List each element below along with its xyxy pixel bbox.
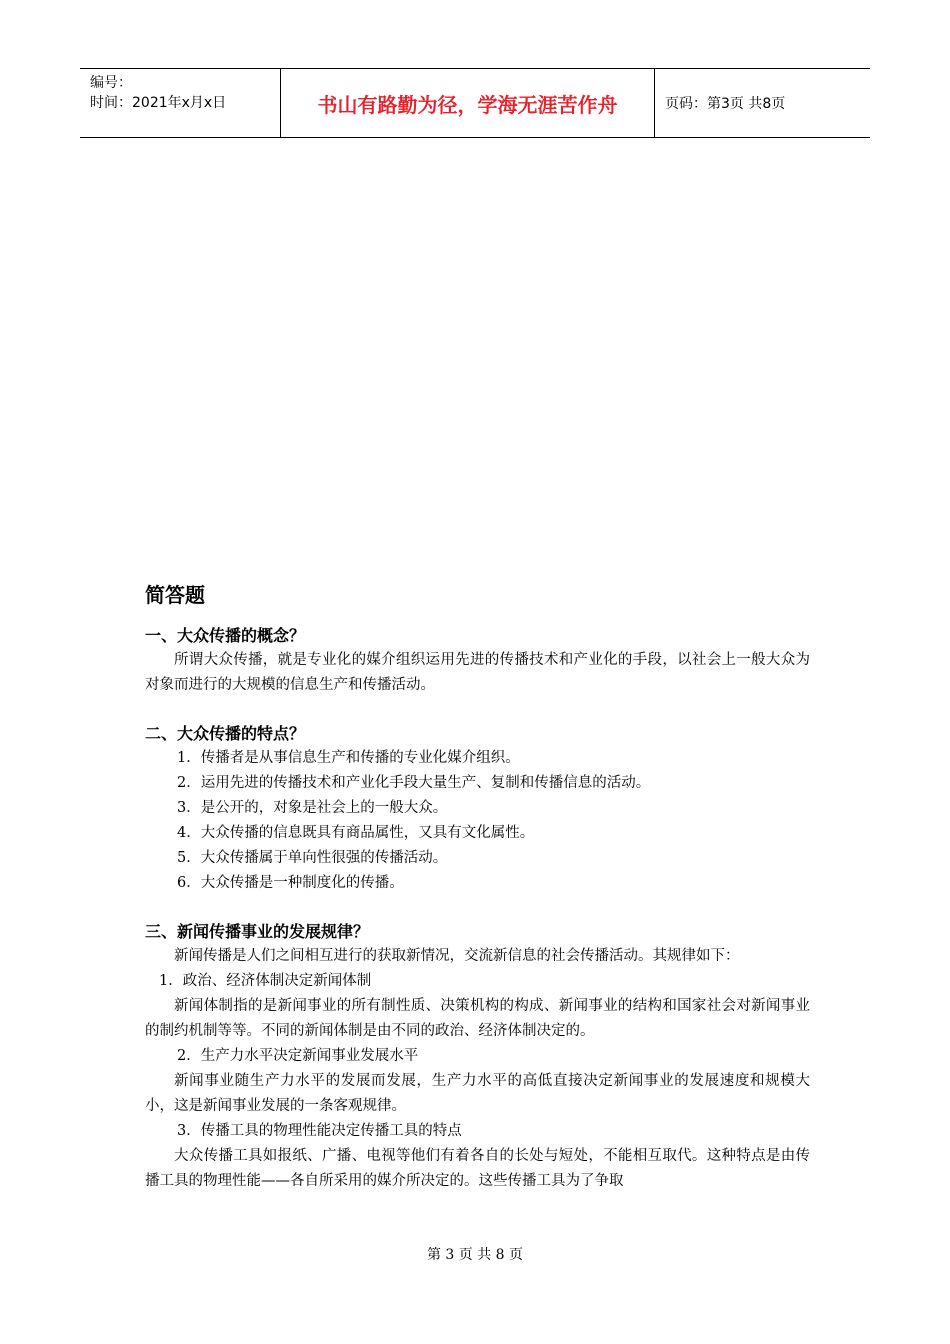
page-title: 简答题 [145,583,205,607]
law-1-title: 1．政治、经济体制决定新闻体制 [159,973,372,989]
list-item: 1．传播者是从事信息生产和传播的专业化媒介组织。 [177,750,520,766]
law-1-text: 新闻体制指的是新闻事业的所有制性质、决策机构的构成、新闻事业的结构和国家社会对新闻事业的制约机制等等。不同的新闻体制是由不同的政治、经济体制决定的。 [145,998,810,1039]
law-3-title: 3．传播工具的物理性能决定传播工具的特点 [177,1123,462,1139]
section-heading-1: 一、大众传播的概念？ [145,626,306,645]
section-heading-2: 二、大众传播的特点？ [145,724,306,743]
header-table [80,68,870,138]
list-item: 2．运用先进的传播技术和产业化手段大量生产、复制和传播信息的活动。 [177,775,651,791]
section-1-paragraph: 所谓大众传播，就是专业化的媒介组织运用先进的传播技术和产业化的手段，以社会上一般大众为对象而进行的大规模的信息生产和传播活动。 [145,652,810,693]
header-motto: 书山有路勤为径，学海无涯苦作舟 [281,69,655,137]
section-heading-3: 三、新闻传播事业的发展规律？ [145,922,370,941]
list-item: 5．大众传播属于单向性很强的传播活动。 [177,850,448,866]
law-3-text: 大众传播工具如报纸、广播、电视等他们有着各自的长处与短处，不能相互取代。这种特点是由传播工具的物理性能——各自所采用的媒介所决定的。这些传播工具为了争取 [145,1148,810,1189]
list-item: 4．大众传播的信息既具有商品属性，又具有文化属性。 [177,825,535,841]
header-page-label: 页码：第3页 共8页 [665,96,786,112]
document-body [145,580,810,1194]
page-footer: 第 3 页 共 8 页 [426,1247,524,1263]
law-2-title: 2．生产力水平决定新闻事业发展水平 [177,1048,419,1064]
list-item: 3．是公开的，对象是社会上的一般大众。 [177,800,448,816]
document-number-label: 编号： [90,75,132,91]
list-item: 6．大众传播是一种制度化的传播。 [177,875,404,891]
section-3-intro: 新闻传播是人们之间相互进行的获取新情况，交流新信息的社会传播活动。其规律如下： [174,948,740,964]
header-meta-cell [80,69,281,137]
document-time-label: 时间：2021年x月x日 [90,95,227,111]
law-2-text: 新闻事业随生产力水平的发展而发展，生产力水平的高低直接决定新闻事业的发展速度和规模大小，这是新闻事业发展的一条客观规律。 [145,1073,810,1114]
